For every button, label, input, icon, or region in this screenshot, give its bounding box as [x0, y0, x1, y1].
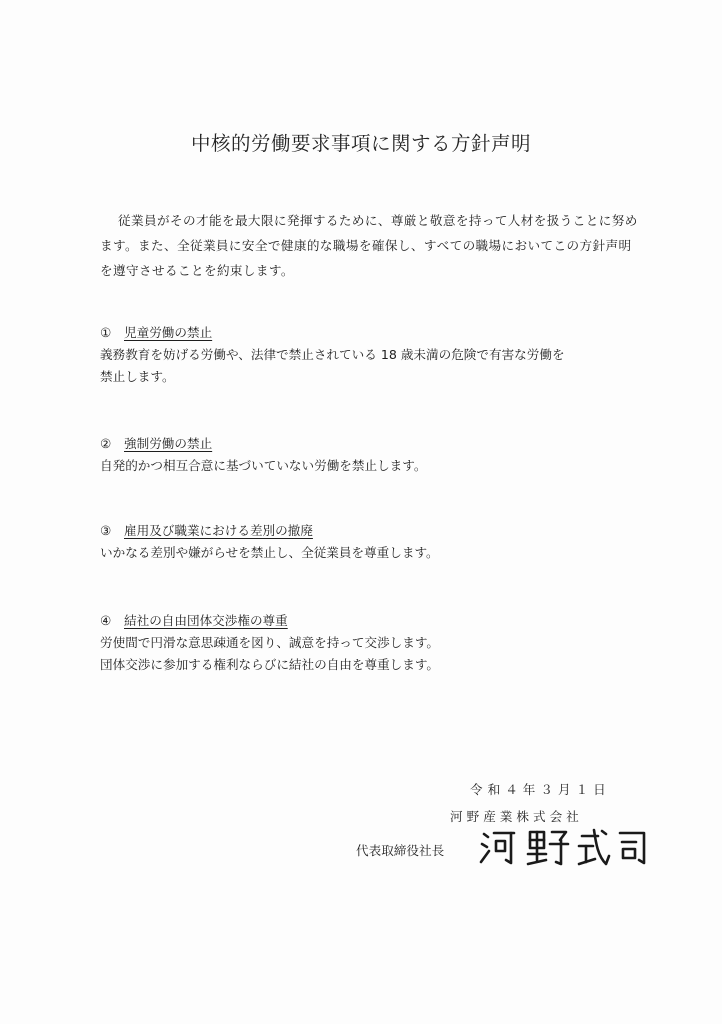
section-freedom-of-association	[100, 610, 640, 676]
section-body-line: 義務教育を妨げる労働や、法律で禁止されている 18 歳未満の危険で有害な労働を	[100, 347, 565, 362]
section-title: 強制労働の禁止	[124, 436, 213, 451]
section-number: ①	[100, 325, 112, 340]
section-number: ③	[100, 523, 112, 538]
section-child-labor	[100, 322, 640, 388]
intro-paragraph: 従業員がその才能を最大限に発揮するために、尊厳と敬意を持って人材を扱うことに努めます。また、全従業員に安全で健康的な職場を確保し、すべての職場においてこの方針声明を遵守させることを約束します。	[100, 213, 638, 278]
handwritten-signature	[478, 822, 658, 872]
issue-date: 令和４年３月１日	[470, 782, 611, 797]
section-title: 結社の自由団体交渉権の尊重	[124, 613, 288, 628]
section-body-line: 自発的かつ相互合意に基づいていない労働を禁止します。	[100, 458, 427, 473]
section-number: ②	[100, 436, 112, 451]
section-discrimination	[100, 520, 640, 564]
section-heading	[100, 520, 640, 542]
representative-title: 代表取締役社長	[356, 843, 445, 858]
section-title: 雇用及び職業における差別の撤廃	[124, 523, 313, 538]
section-title: 児童労働の禁止	[124, 325, 213, 340]
section-heading	[100, 610, 640, 632]
section-body-line: いかなる差別や嫌がらせを禁止し、全従業員を尊重します。	[100, 545, 439, 560]
section-heading	[100, 433, 640, 455]
section-forced-labor	[100, 433, 640, 477]
document-title: 中核的労働要求事項に関する方針声明	[190, 132, 531, 155]
section-number: ④	[100, 613, 112, 628]
section-body-line: 労使間で円滑な意思疎通を図り、誠意を持って交渉します。	[100, 635, 440, 650]
section-body-line: 禁止します。	[100, 369, 175, 384]
section-body-line: 団体交渉に参加する権利ならびに結社の自由を尊重します。	[100, 657, 440, 672]
section-heading	[100, 322, 640, 344]
company-name: 河野産業株式会社	[450, 809, 583, 824]
